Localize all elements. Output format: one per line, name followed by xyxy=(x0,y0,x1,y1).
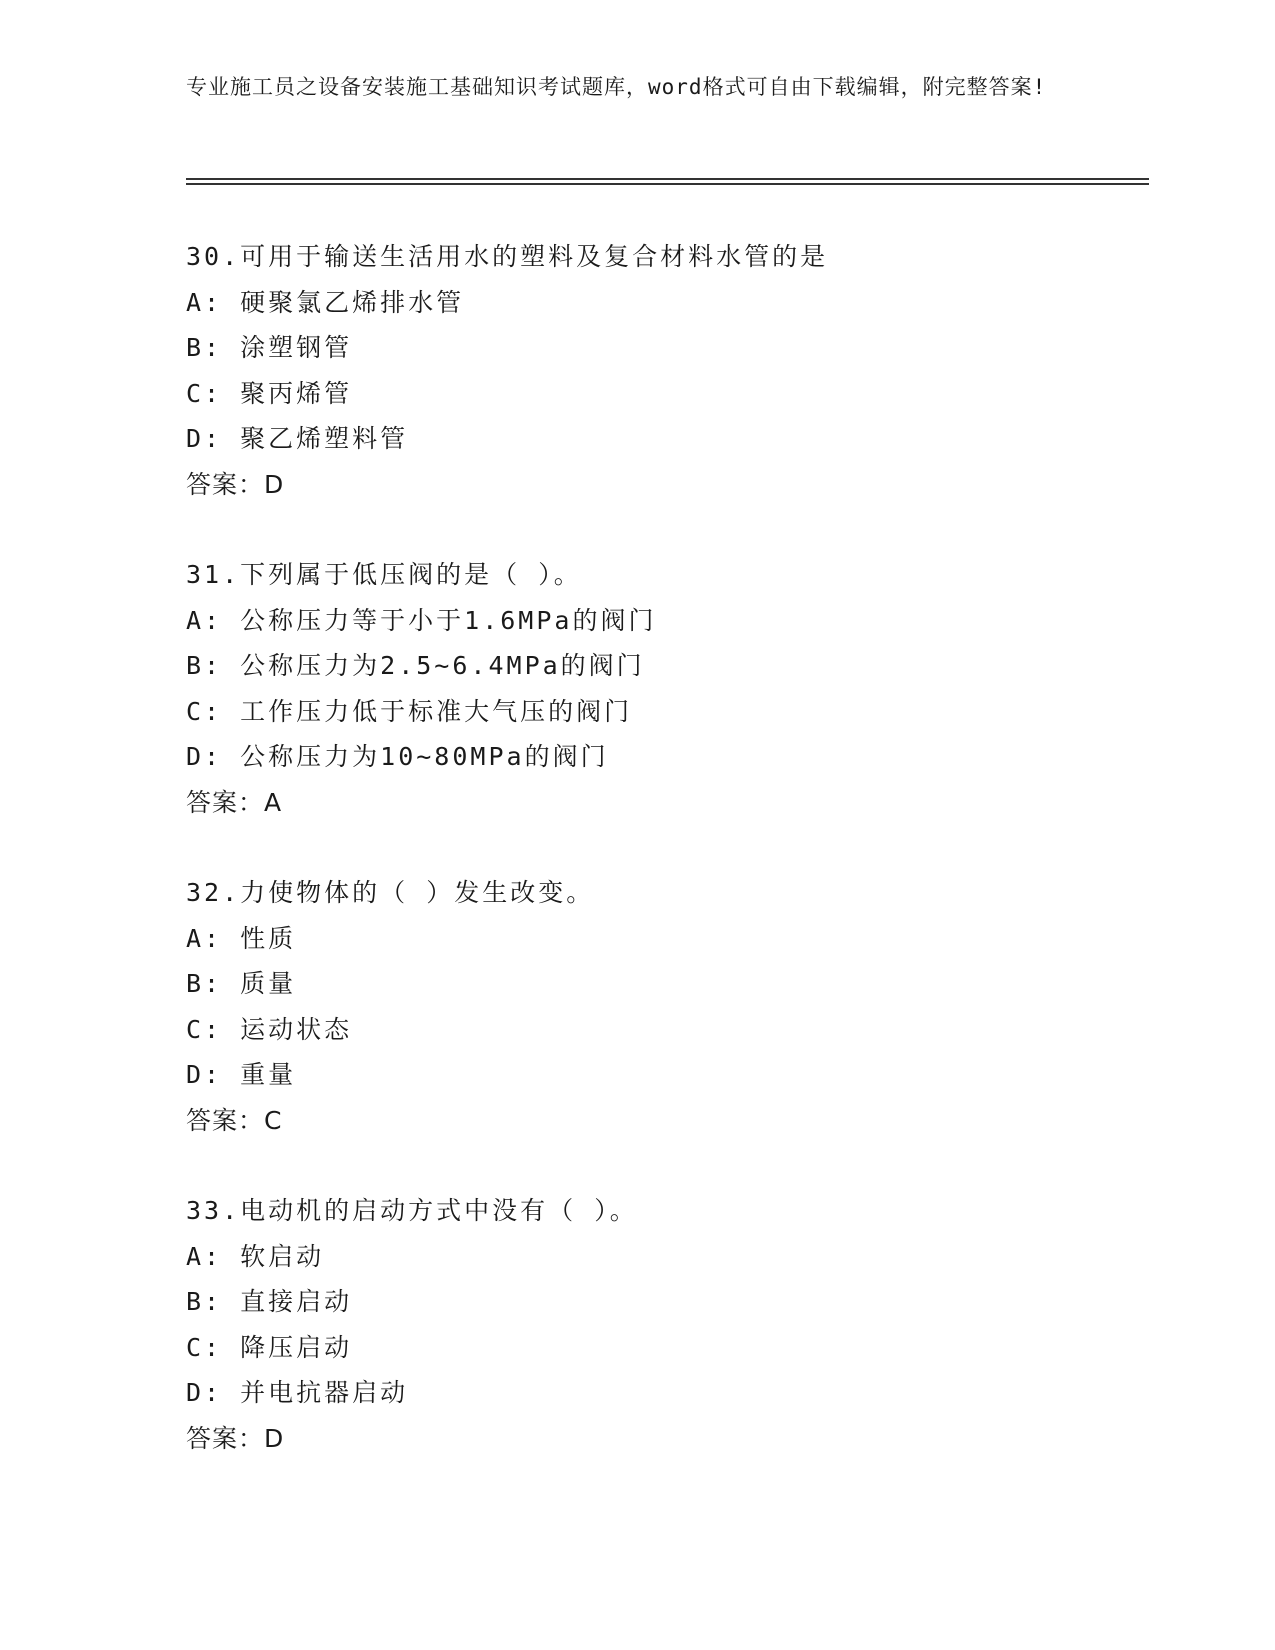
question-list xyxy=(186,234,1146,1506)
option-c: C: 降压启动 xyxy=(186,1332,353,1362)
answer-line: 答案：D xyxy=(186,1423,285,1453)
option-a: A: 性质 xyxy=(186,923,297,953)
option-c: C: 运动状态 xyxy=(186,1014,353,1044)
option-b: B: 涂塑钢管 xyxy=(186,333,353,362)
option-b: B: 质量 xyxy=(186,969,297,998)
answer-line: 答案：A xyxy=(186,787,283,817)
answer-line: 答案：D xyxy=(186,469,285,499)
question-30 xyxy=(186,234,1146,552)
option-a: A: 软启动 xyxy=(186,1241,325,1271)
question-31 xyxy=(186,552,1146,870)
question-stem: 31.下列属于低压阀的是（ ）。 xyxy=(186,560,582,589)
option-b: B: 公称压力为2.5~6.4MPa的阀门 xyxy=(186,651,645,680)
option-d: D: 并电抗器启动 xyxy=(186,1378,409,1407)
option-c: C: 聚丙烯管 xyxy=(186,378,353,408)
header-divider-top xyxy=(186,178,1149,180)
option-b: B: 直接启动 xyxy=(186,1287,353,1316)
option-c: C: 工作压力低于标准大气压的阀门 xyxy=(186,696,633,726)
header-divider-bottom xyxy=(186,183,1149,185)
question-stem: 32.力使物体的（ ）发生改变。 xyxy=(186,878,595,907)
option-a: A: 硬聚氯乙烯排水管 xyxy=(186,287,465,317)
option-d: D: 公称压力为10~80MPa的阀门 xyxy=(186,742,609,771)
question-stem: 30.可用于输送生活用水的塑料及复合材料水管的是 xyxy=(186,242,829,271)
question-32 xyxy=(186,870,1146,1188)
option-a: A: 公称压力等于小于1.6MPa的阀门 xyxy=(186,605,657,635)
question-stem: 33.电动机的启动方式中没有（ ）。 xyxy=(186,1196,638,1225)
document-intro: 专业施工员之设备安装施工基础知识考试题库，word格式可自由下载编辑，附完整答案! xyxy=(186,75,1047,99)
option-d: D: 聚乙烯塑料管 xyxy=(186,424,409,453)
answer-line: 答案：C xyxy=(186,1105,283,1135)
question-33 xyxy=(186,1188,1146,1506)
option-d: D: 重量 xyxy=(186,1060,297,1089)
